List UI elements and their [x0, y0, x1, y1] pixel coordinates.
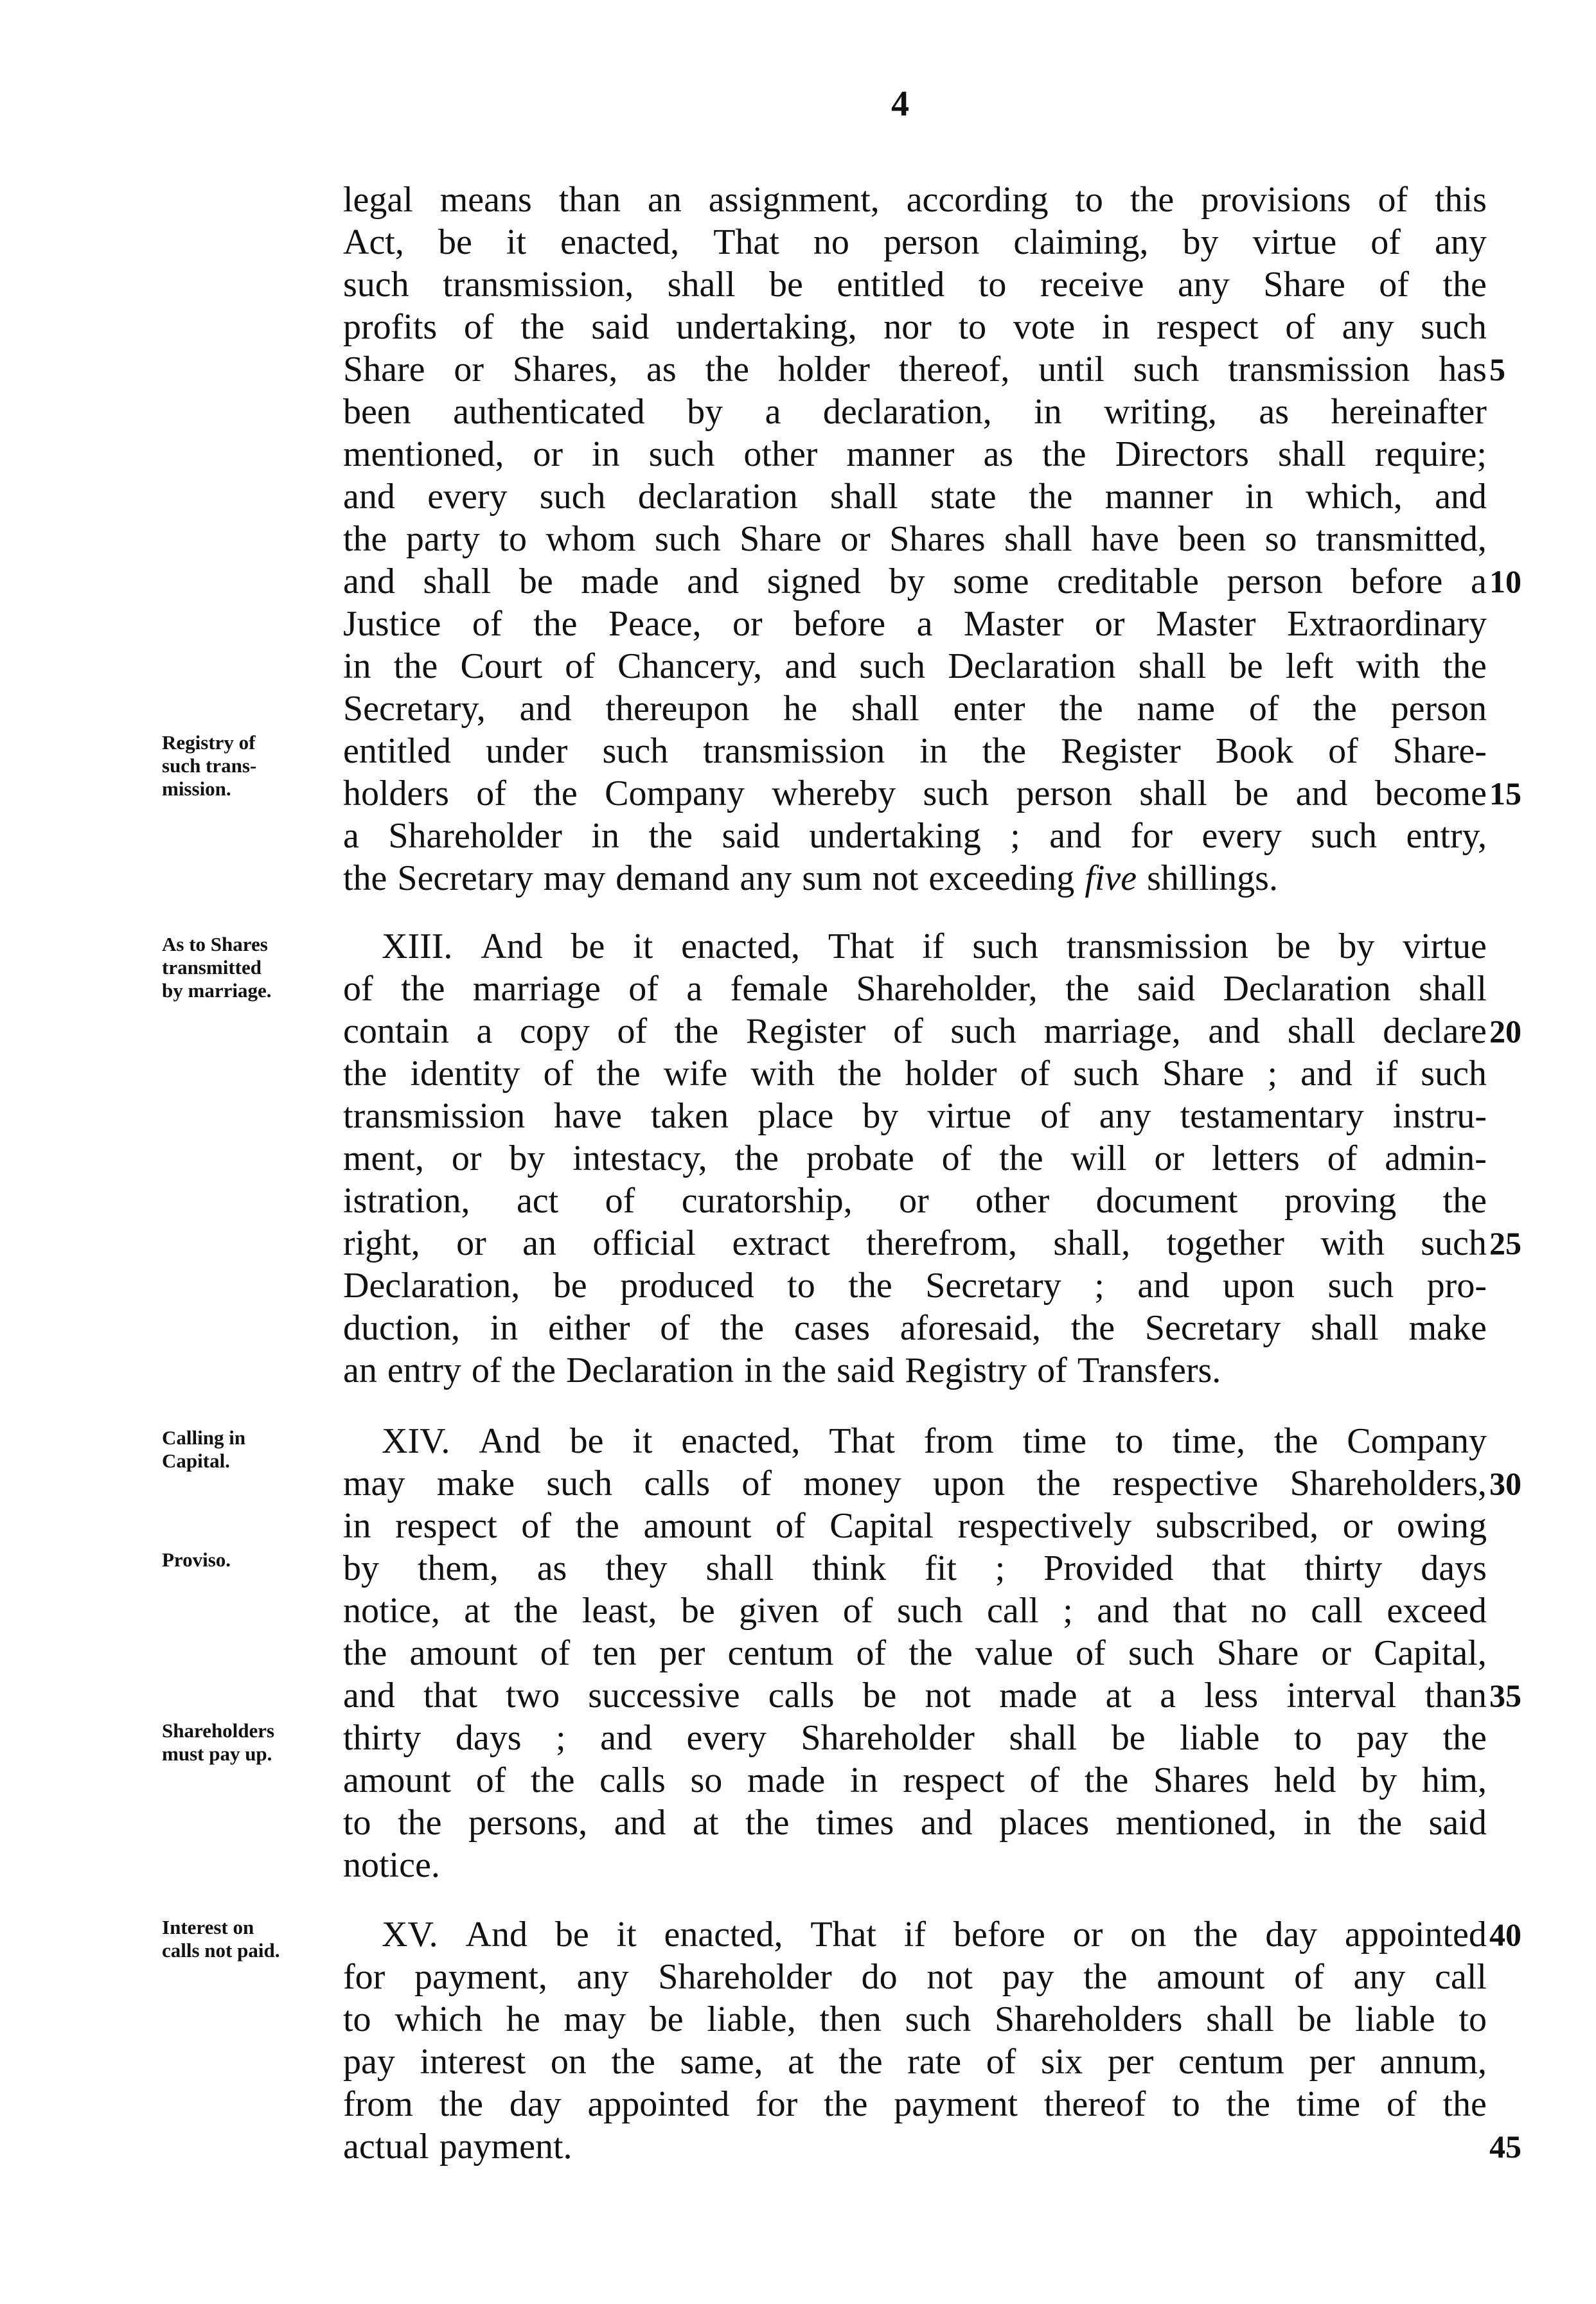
margin-note-line: Capital.	[162, 1449, 230, 1472]
text-line: Declaration, be produced to the Secretary ; and upon such pro-	[343, 1266, 1487, 1306]
margin-note-proviso	[162, 1548, 342, 1572]
text-line: to which he may be liable, then such Shareholders shall be liable to	[343, 1999, 1487, 2039]
line-number: 15	[1489, 775, 1521, 811]
page-number: 4	[891, 84, 909, 124]
line-number: 30	[1489, 1466, 1521, 1502]
text-line: right, or an official extract therefrom, shall, together with such	[343, 1223, 1487, 1263]
text-line: notice.	[343, 1845, 440, 1885]
text-line: Share or Shares, as the holder thereof, until such transmission has	[343, 350, 1487, 389]
text-line: mentioned, or in such other manner as the Directors shall require;	[343, 434, 1487, 474]
line-number: 35	[1489, 1678, 1521, 1714]
text-line: XV. And be it enacted, That if before or on the day appointed	[382, 1915, 1487, 1954]
text-line: Justice of the Peace, or before a Master or Master Extraordinary	[343, 604, 1487, 644]
line-number: 40	[1489, 1917, 1521, 1953]
text-line: Secretary, and thereupon he shall enter the name of the person	[343, 689, 1487, 729]
text-line: istration, act of curatorship, or other document proving the	[343, 1181, 1487, 1221]
text-line: holders of the Company whereby such person shall be and become	[343, 774, 1487, 813]
margin-note-shares-marriage	[162, 933, 342, 1002]
margin-note-line: Shareholders	[162, 1719, 275, 1742]
text-line: ment, or by intestacy, the probate of the will or letters of admin-	[343, 1139, 1487, 1178]
text-line: for payment, any Shareholder do not pay the amount of any call	[343, 1957, 1487, 1997]
text-line: legal means than an assignment, according to the provisions of this	[343, 180, 1487, 220]
text-line: the amount of ten per centum of the value of such Share or Capital,	[343, 1633, 1487, 1673]
text-line: contain a copy of the Register of such marriage, and shall declare	[343, 1011, 1487, 1051]
text-line: the Secretary may demand any sum not exceeding five shillings.	[343, 858, 1278, 898]
margin-note-line: As to Shares	[162, 933, 268, 955]
text-line: from the day appointed for the payment thereof to the time of the	[343, 2084, 1487, 2124]
margin-note-shareholders-pay	[162, 1719, 342, 1766]
line-number: 20	[1489, 1013, 1521, 1049]
text-line: entitled under such transmission in the Register Book of Share-	[343, 731, 1487, 771]
text-line: of the marriage of a female Shareholder, the said Declaration shall	[343, 969, 1487, 1009]
text-line: may make such calls of money upon the respective Shareholders,	[343, 1464, 1487, 1503]
text-line: amount of the calls so made in respect of the Shares held by him,	[343, 1760, 1487, 1800]
line-number: 25	[1489, 1225, 1521, 1261]
text-line: and shall be made and signed by some creditable person before a	[343, 562, 1487, 601]
text-line: been authenticated by a declaration, in writing, as hereinafter	[343, 392, 1487, 432]
text-line: thirty days ; and every Shareholder shall be liable to pay the	[343, 1718, 1487, 1758]
text-line: a Shareholder in the said undertaking ; and for every such entry,	[343, 816, 1487, 856]
text-line: to the persons, and at the times and places mentioned, in the said	[343, 1803, 1487, 1843]
margin-note-line: transmitted	[162, 956, 262, 979]
text-line: profits of the said undertaking, nor to vote in respect of any such	[343, 307, 1487, 347]
margin-note-calling-capital	[162, 1426, 342, 1473]
margin-note-line: Calling in	[162, 1426, 246, 1449]
margin-note-registry	[162, 731, 342, 801]
text-line: notice, at the least, be given of such call ; and that no call exceed	[343, 1591, 1487, 1631]
text-line: XIII. And be it enacted, That if such transmission be by virtue	[382, 926, 1487, 966]
margin-note-line: calls not paid.	[162, 1939, 280, 1962]
margin-note-line: Interest on	[162, 1916, 254, 1938]
text-line: transmission have taken place by virtue of any testamentary instru-	[343, 1096, 1487, 1136]
line-number: 5	[1489, 351, 1505, 387]
text-line: an entry of the Declaration in the said Registry of Transfers.	[343, 1351, 1221, 1390]
margin-note-line: Registry of	[162, 731, 256, 754]
margin-note-interest-calls	[162, 1916, 342, 1962]
text-line: the identity of the wife with the holder of such Share ; and if such	[343, 1054, 1487, 1094]
text-line: and every such declaration shall state the manner in which, and	[343, 477, 1487, 517]
margin-note-line: such trans-	[162, 754, 257, 777]
text-line: XIV. And be it enacted, That from time to time, the Company	[382, 1421, 1487, 1461]
text-line: in respect of the amount of Capital respectively subscribed, or owing	[343, 1506, 1487, 1546]
text-line: and that two successive calls be not made at a less interval than	[343, 1676, 1487, 1715]
line-number: 10	[1489, 563, 1521, 599]
text-line: in the Court of Chancery, and such Declaration shall be left with the	[343, 646, 1487, 686]
text-line: by them, as they shall think fit ; Provided that thirty days	[343, 1548, 1487, 1588]
text-line: such transmission, shall be entitled to receive any Share of the	[343, 265, 1487, 305]
margin-note-line: mission.	[162, 777, 231, 800]
margin-note-line: must pay up.	[162, 1742, 272, 1765]
text-line: Act, be it enacted, That no person claiming, by virtue of any	[343, 222, 1487, 262]
text-line: actual payment.	[343, 2127, 572, 2167]
line-number: 45	[1489, 2129, 1521, 2165]
margin-note-line: by marriage.	[162, 979, 272, 1002]
text-line: duction, in either of the cases aforesaid, the Secretary shall make	[343, 1308, 1487, 1348]
text-line: the party to whom such Share or Shares shall have been so transmitted,	[343, 519, 1487, 559]
margin-note-line: Proviso.	[162, 1548, 231, 1571]
text-line: pay interest on the same, at the rate of six per centum per annum,	[343, 2042, 1487, 2082]
